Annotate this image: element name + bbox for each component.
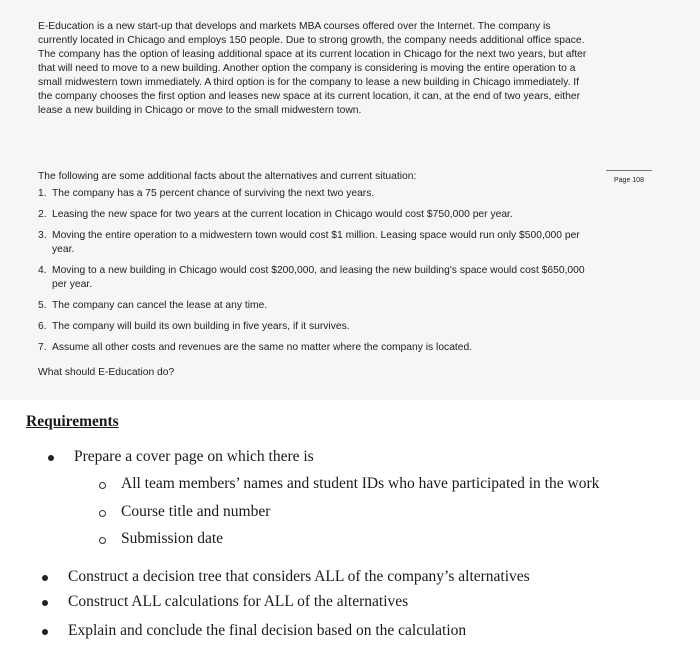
requirements-title: Requirements (26, 413, 119, 430)
bullet-icon (48, 455, 54, 461)
hollow-bullet-icon (99, 510, 106, 517)
requirement-text: Construct a decision tree that considers ALL of the company’s alternatives (68, 568, 530, 585)
fact-number: 3. (38, 230, 47, 241)
bullet-icon (42, 600, 48, 606)
hollow-bullet-icon (99, 537, 106, 544)
fact-item (38, 341, 658, 355)
fact-item (38, 264, 658, 292)
fact-item (38, 229, 658, 257)
fact-number: 1. (38, 188, 47, 199)
requirement-text: Prepare a cover page on which there is (74, 448, 314, 465)
paragraph-line: lease a new building in Chicago or move to the small midwestern town. (38, 105, 362, 116)
fact-text: per year. (52, 279, 93, 290)
facts-intro: The following are some additional facts about the alternatives and current situation: (38, 171, 417, 182)
fact-text: The company can cancel the lease at any time. (52, 300, 268, 311)
fact-text: Assume all other costs and revenues are the same no matter where the company is located. (52, 342, 473, 353)
fact-text: Leasing the new space for two years at the current location in Chicago would cost $750,000 per year. (52, 209, 513, 220)
paragraph-line: that will need to move to a new building. Another option the company is considering is moving the entire operation to a (38, 63, 576, 74)
requirement-explain (68, 622, 466, 640)
sub-item (121, 475, 599, 493)
sub-item-text: All team members’ names and student IDs who have participated in the work (121, 475, 600, 492)
fact-item (38, 208, 658, 222)
sub-item-text: Course title and number (121, 503, 271, 520)
paragraph-line: small midwestern town immediately. A third option is for the company to lease a new building in Chicago immediately. If (38, 77, 580, 88)
fact-text: The company has a 75 percent chance of surviving the next two years. (52, 188, 375, 199)
paragraph-line: E-Education is a new start-up that develops and markets MBA courses offered over the Internet. The company is (38, 21, 551, 32)
sub-item (121, 503, 270, 521)
requirement-cover-page (74, 448, 314, 466)
fact-number: 4. (38, 265, 47, 276)
hollow-bullet-icon (99, 482, 106, 489)
fact-text: Moving to a new building in Chicago would cost $200,000, and leasing the new building's space would cost $650,000 (52, 265, 585, 276)
paragraph-line: The company has the option of leasing additional space at its current location in Chicago for the next two years, but after (38, 49, 587, 60)
paragraph-line: currently located in Chicago and employs 150 people. Due to strong growth, the company needs additional office space. (38, 35, 585, 46)
page-number: Page 108 (606, 170, 652, 188)
fact-item (38, 187, 658, 201)
requirements-section (0, 400, 700, 658)
fact-number: 5. (38, 300, 47, 311)
fact-item (38, 320, 658, 334)
fact-text: year. (52, 244, 75, 255)
fact-number: 6. (38, 321, 47, 332)
case-paragraph (38, 20, 653, 118)
bullet-icon (42, 629, 48, 635)
fact-text: Moving the entire operation to a midwestern town would cost $1 million. Leasing space would run only $500,000 per (52, 230, 580, 241)
fact-number: 2. (38, 209, 47, 220)
bullet-icon (42, 575, 48, 581)
requirement-calculations (68, 593, 408, 611)
fact-text: The company will build its own building in five years, if it survives. (52, 321, 350, 332)
question: What should E-Education do? (38, 367, 175, 378)
sub-item-text: Submission date (121, 530, 224, 547)
requirement-text: Construct ALL calculations for ALL of the alternatives (68, 593, 409, 610)
requirement-text: Explain and conclude the final decision based on the calculation (68, 622, 467, 639)
fact-item (38, 299, 658, 313)
paragraph-line: the company chooses the first option and leases new space at its current location, it can, at the end of two years, either (38, 91, 581, 102)
facts-list (38, 187, 658, 362)
fact-number: 7. (38, 342, 47, 353)
requirement-decision-tree (68, 568, 530, 586)
sub-item (121, 530, 223, 548)
